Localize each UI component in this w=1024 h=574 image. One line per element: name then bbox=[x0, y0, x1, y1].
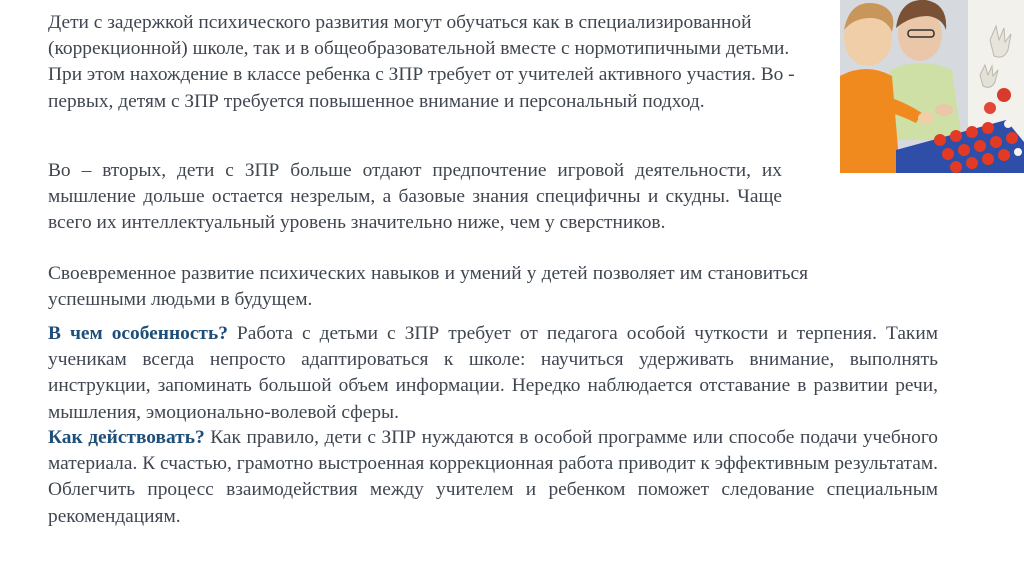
section-features-text: Работа с детьми с ЗПР требует от педагога особой чуткости и терпения. Таким ученикам всегда непросто адаптироваться к школе: научиться удерживать внимание, выполнять инструкции, запоминать большой объем информации. Нередко наблюдается отставание в развитии речи, мышления, эмоционально-волевой сферы. bbox=[48, 323, 938, 423]
child-learning-photo bbox=[840, 0, 1024, 173]
section-actions bbox=[48, 425, 938, 530]
section-features bbox=[48, 321, 938, 426]
third-paragraph: Своевременное развитие психических навыков и умений у детей позволяет им становиться успешными людьми в будущем. bbox=[48, 263, 808, 311]
section-actions-text: Как правило, дети с ЗПР нуждаются в особой программе или способе подачи учебного материала. К счастью, грамотно выстроенная коррекционная работа приводит к эффективным результатам. Облегчить процесс взаимодействия между учителем и ребенком поможет следование специальным рекомендациям. bbox=[48, 427, 939, 527]
second-paragraph: Во – вторых, дети с ЗПР больше отдают предпочтение игровой деятельности, их мышление дольше остается незрелым, а базовые знания специфичны и скудны. Чаще всего их интеллектуальный уровень значительно ниже, чем у сверстников. bbox=[48, 160, 782, 234]
section-actions-heading: Как действовать? bbox=[48, 427, 205, 448]
intro-paragraph: Дети с задержкой психического развития могут обучаться как в специализированной (коррекционной) школе, так и в общеобразовательной вместе с нормотипичными детьми. При этом нахождение в классе ребенка с ЗПР требует от учителей активного участия. Во - первых, детям с ЗПР требуется повышенное внимание и персональный подход. bbox=[48, 12, 795, 112]
section-features-heading: В чем особенность? bbox=[48, 323, 228, 344]
